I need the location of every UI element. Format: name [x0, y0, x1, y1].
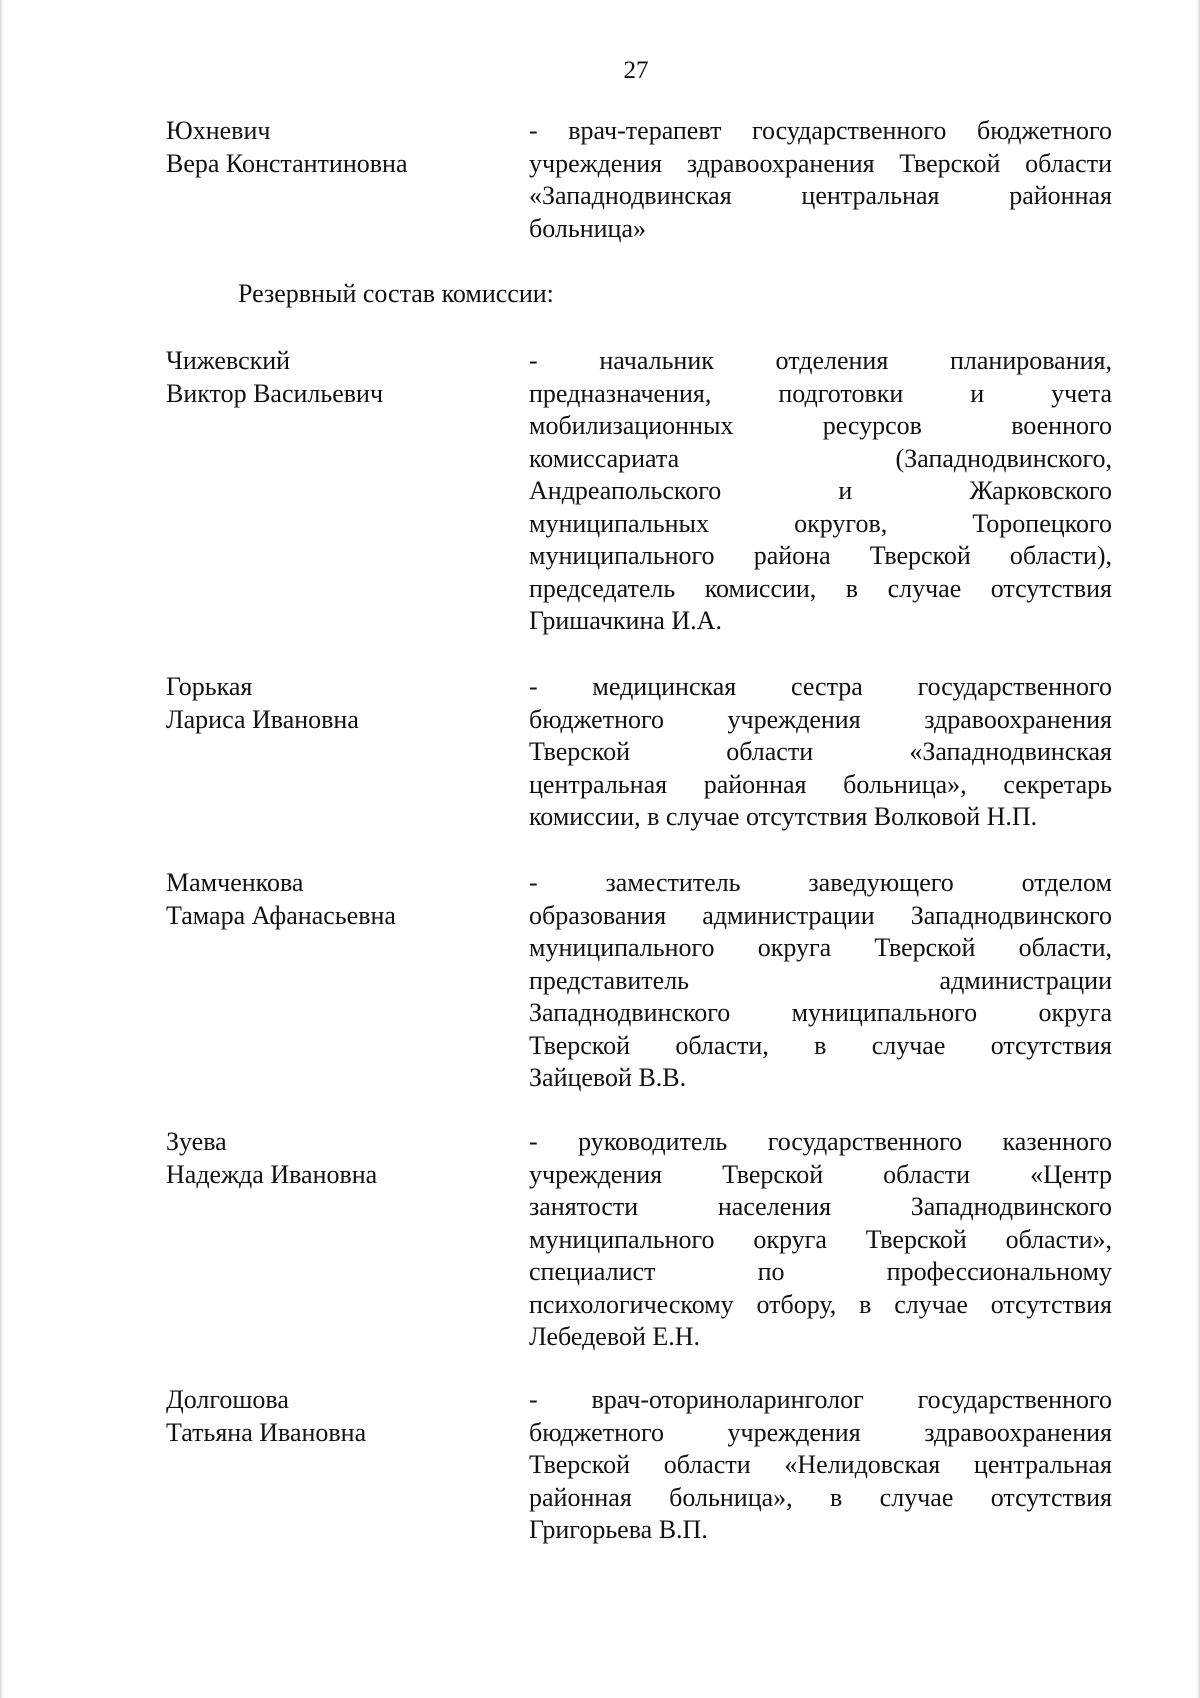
description-line: муниципального округа Тверской области,: [529, 933, 1112, 962]
description-line: бюджетного учреждения здравоохранения: [529, 1417, 1112, 1447]
member-name: [166, 1126, 496, 1191]
description-line: муниципального района Тверской области),: [529, 541, 1112, 570]
member-given-names: Вера Константиновна: [166, 148, 408, 178]
description-line: Тверской области, в случае отсутствия: [529, 1030, 1112, 1060]
scan-edge-left: [0, 0, 3, 1698]
member-given-names: Надежда Ивановна: [166, 1159, 378, 1189]
description-line: образования администрации Западнодвинского: [529, 900, 1112, 930]
description-line: Тверской области «Западнодвинская: [529, 737, 1112, 766]
description-line: комиссии, в случае отсутствия Волковой Н.П.: [529, 802, 1038, 831]
description-line: - руководитель государственного казенного: [529, 1127, 1112, 1156]
description-line: центральная районная больница», секретарь: [529, 769, 1112, 799]
description-line: председатель комиссии, в случае отсутствия: [529, 573, 1112, 603]
description-line: Григорьева В.П.: [529, 1515, 708, 1544]
member-given-names: Виктор Васильевич: [166, 378, 384, 408]
page-number: 27: [623, 57, 649, 84]
description-line: Западнодвинского муниципального округа: [529, 998, 1112, 1027]
description-line: занятости населения Западнодвинского: [529, 1192, 1112, 1221]
member-name: [166, 115, 496, 180]
description-line: - заместитель заведующего отделом: [529, 868, 1112, 897]
member-description: [529, 671, 1112, 834]
member-surname: Зуева: [166, 1127, 227, 1156]
description-line: психологическому отбору, в случае отсутствия: [529, 1289, 1112, 1319]
description-line: предназначения, подготовки и учета: [529, 378, 1112, 408]
description-line: комиссариата (Западнодвинского,: [529, 443, 1112, 473]
description-line: специалист по профессиональному: [529, 1257, 1112, 1286]
member-surname: Долгошова: [166, 1385, 289, 1414]
member-given-names: Лариса Ивановна: [166, 704, 359, 734]
description-line: - врач-терапевт государственного бюджетного: [529, 116, 1112, 145]
member-name: [166, 1384, 496, 1449]
description-line: муниципального округа Тверской области»,: [529, 1224, 1112, 1254]
member-description: [529, 115, 1112, 245]
member-surname: Горькая: [166, 672, 253, 701]
member-name: [166, 671, 496, 736]
description-line: учреждения здравоохранения Тверской области: [529, 148, 1112, 178]
description-line: мобилизационных ресурсов военного: [529, 411, 1112, 440]
description-line: - медицинская сестра государственного: [529, 672, 1112, 701]
member-name: [166, 867, 496, 932]
description-line: «Западнодвинская центральная районная: [529, 181, 1112, 210]
member-surname: Мамченкова: [166, 868, 304, 897]
member-surname: Чижевский: [166, 346, 291, 375]
member-description: [529, 1384, 1112, 1547]
description-line: Гришачкина И.А.: [529, 606, 722, 635]
section-heading: Резервный состав комиссии:: [238, 279, 554, 308]
description-line: районная больница», в случае отсутствия: [529, 1482, 1112, 1512]
member-description: [529, 867, 1112, 1095]
description-line: муниципальных округов, Торопецкого: [529, 508, 1112, 538]
member-given-names: Татьяна Ивановна: [166, 1417, 367, 1447]
description-line: Зайцевой В.В.: [529, 1063, 687, 1092]
description-line: - начальник отделения планирования,: [529, 346, 1112, 375]
member-name: [166, 345, 496, 410]
description-line: Лебедевой Е.Н.: [529, 1322, 701, 1351]
description-line: бюджетного учреждения здравоохранения: [529, 704, 1112, 734]
description-line: Андреапольского и Жарковского: [529, 476, 1112, 505]
member-description: [529, 1126, 1112, 1354]
description-line: больница»: [529, 213, 646, 243]
description-line: представитель администрации: [529, 965, 1112, 995]
member-surname: Юхневич: [166, 116, 271, 145]
description-line: Тверской области «Нелидовская центральная: [529, 1450, 1112, 1479]
description-line: - врач-оториноларинголог государственного: [529, 1385, 1112, 1414]
description-line: учреждения Тверской области «Центр: [529, 1159, 1112, 1189]
member-given-names: Тамара Афанасьевна: [166, 900, 396, 930]
member-description: [529, 345, 1112, 638]
